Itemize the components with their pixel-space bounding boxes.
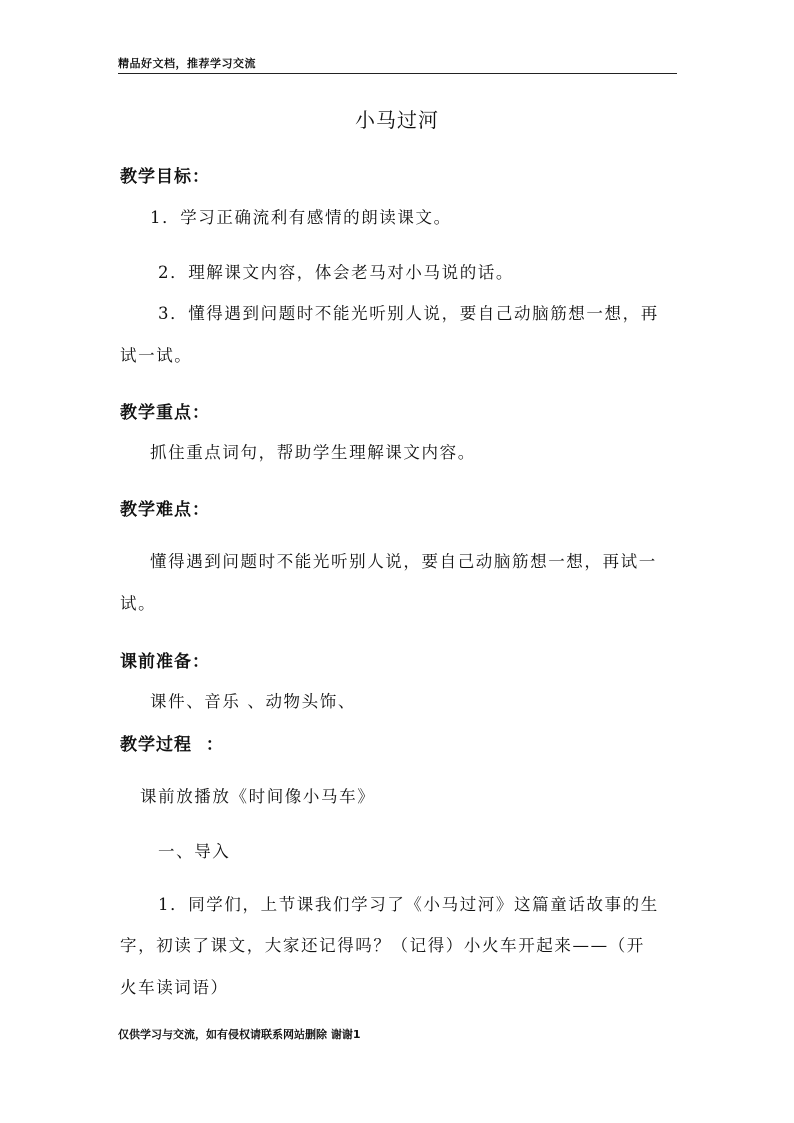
- heading-preparation: 课前准备：: [120, 652, 210, 672]
- process-line-2: 一、导入: [158, 842, 231, 861]
- heading-objectives: 教学目标：: [120, 167, 210, 187]
- header-divider: [118, 73, 677, 74]
- heading-process: 教学过程 ：: [120, 735, 224, 755]
- objective-item-2: 2．理解课文内容，体会老马对小马说的话。: [158, 263, 514, 282]
- objective-item-3-continued: 试一试。: [120, 346, 193, 365]
- page-header-text: 精品好文档，推荐学习交流: [118, 57, 256, 70]
- page-footer-text: 仅供学习与交流，如有侵权请联系网站删除 谢谢1: [118, 1028, 361, 1041]
- objective-item-3: 3．懂得遇到问题时不能光听别人说，要自己动脑筋想一想，再: [158, 304, 659, 323]
- preparation-text: 课件、音乐 、动物头饰、: [150, 692, 356, 711]
- process-line-4: 字，初读了课文，大家还记得吗？（记得）小火车开起来——（开: [120, 936, 645, 955]
- document-title: 小马过河: [355, 108, 439, 132]
- heading-key-points: 教学重点：: [120, 403, 210, 423]
- process-line-5: 火车读词语）: [120, 978, 229, 997]
- difficulties-line-2: 试。: [120, 594, 157, 613]
- process-line-3: 1．同学们，上节课我们学习了《小马过河》这篇童话故事的生: [158, 895, 659, 914]
- key-points-text: 抓住重点词句，帮助学生理解课文内容。: [150, 443, 476, 462]
- objective-item-1: 1．学习正确流利有感情的朗读课文。: [150, 208, 452, 227]
- heading-difficulties: 教学难点：: [120, 500, 210, 520]
- difficulties-line-1: 懂得遇到问题时不能光听别人说，要自己动脑筋想一想，再试一: [150, 552, 657, 571]
- process-line-1: 课前放播放《时间像小马车》: [140, 787, 376, 806]
